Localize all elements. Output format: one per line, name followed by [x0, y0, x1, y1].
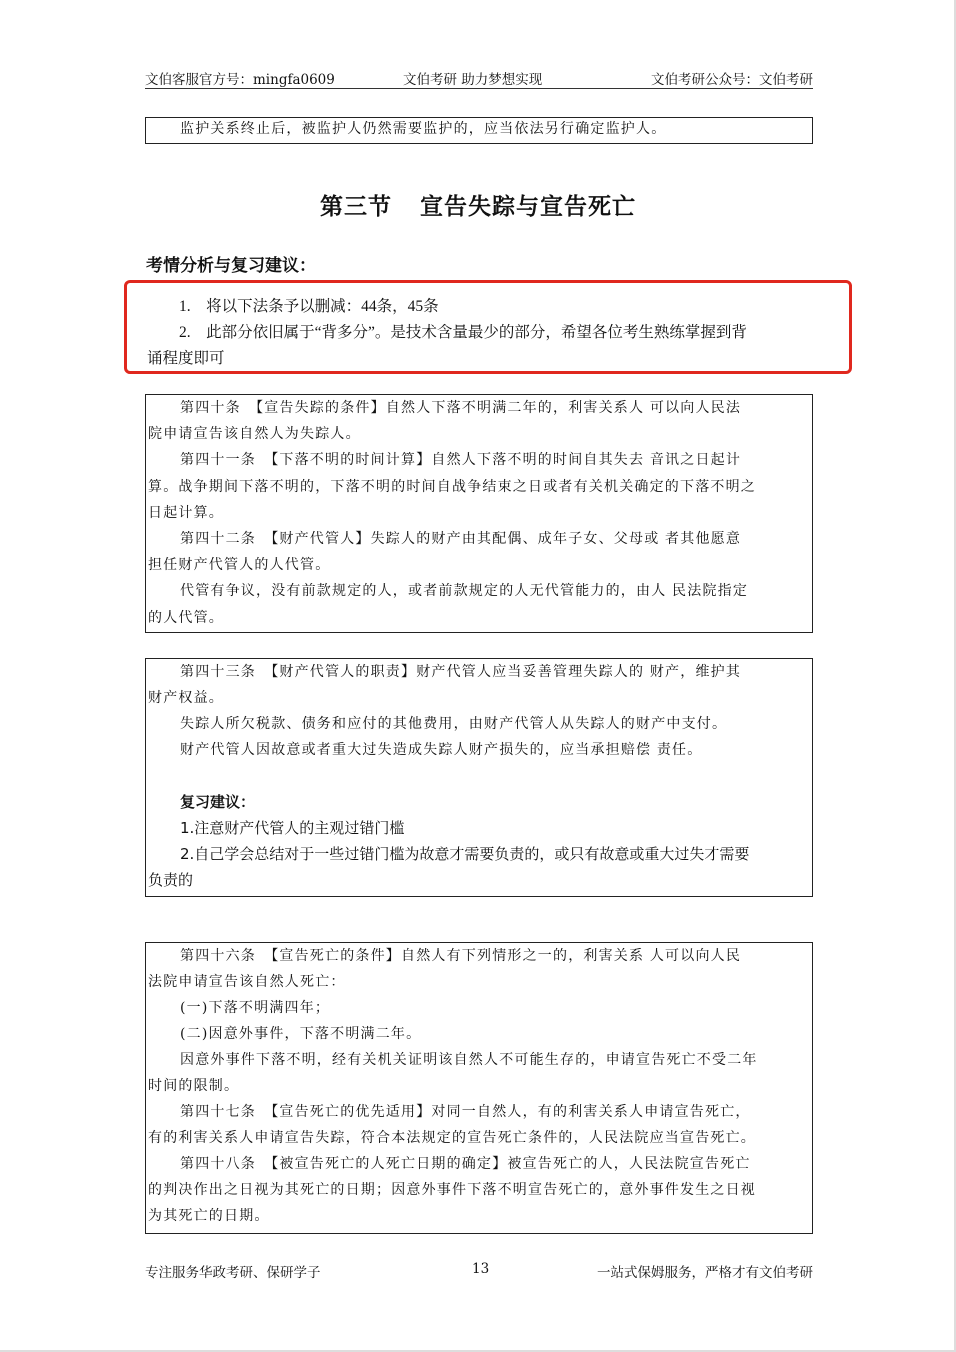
review-item-1: 1.注意财产代管人的主观过错门槛	[180, 819, 405, 837]
law-line: 第四十二条 【财产代管人】失踪人的财产由其配偶、成年子女、父母或 者其他愿意	[180, 531, 742, 548]
law-box-missing-person	[145, 394, 813, 633]
header-left: 文伯客服官方号：mingfa0609	[145, 72, 335, 88]
page-number: 13	[472, 1261, 490, 1277]
law-line: 日起计算。	[148, 504, 224, 521]
law-line: (一)下落不明满四年；	[180, 1000, 331, 1016]
law-line: 法院申请宣告该自然人死亡：	[148, 974, 346, 990]
law-line: 第四十六条 【宣告死亡的条件】自然人有下列情形之一的，利害关系 人可以向人民	[180, 948, 742, 964]
top-law-line: 监护关系终止后，被监护人仍然需要监护的，应当依法另行确定监护人。	[180, 121, 667, 137]
law-line: 第四十条 【宣告失踪的条件】自然人下落不明满二年的，利害关系人 可以向人民法	[180, 400, 742, 416]
law-line: 算。战争期间下落不明的，下落不明的时间自战争结束之日或者有关机关确定的下落不明之	[148, 478, 756, 495]
highlighted-advice-box	[124, 280, 852, 374]
review-item-2-continued: 负责的	[148, 871, 194, 889]
law-line: 院申请宣告该自然人为失踪人。	[148, 426, 361, 443]
footer-left: 专注服务华政考研、保研学子	[145, 1265, 321, 1281]
review-item-2: 2.自己学会总结对于一些过错门槛为故意才需要负责的，或只有故意或重大过失才需要	[180, 845, 750, 863]
law-line: 财产代管人因故意或者重大过失造成失踪人财产损失的，应当承担赔偿 责任。	[180, 742, 703, 758]
section-name: 宣告失踪与宣告死亡	[420, 194, 636, 220]
advice-item-2: 2. 此部分依旧属于“背多分”。是技术含量最少的部分，希望各位考生熟练掌握到背	[179, 324, 747, 341]
law-line: 的判决作出之日视为其死亡的日期；因意外事件下落不明宣告死亡的，意外事件发生之日视	[148, 1182, 756, 1198]
law-line: 担任财产代管人的人代管。	[148, 557, 331, 574]
page-header	[145, 64, 813, 89]
law-line: 第四十八条 【被宣告死亡的人死亡日期的确定】被宣告死亡的人，人民法院宣告死亡	[180, 1156, 751, 1172]
review-heading: 复习建议：	[180, 793, 256, 811]
advice-item-2-continued: 诵程度即可	[147, 350, 225, 367]
analysis-heading: 考情分析与复习建议：	[146, 256, 316, 276]
header-right: 文伯考研公众号：文伯考研	[651, 72, 813, 88]
law-line: 第四十一条 【下落不明的时间计算】自然人下落不明的时间自其失去 音讯之日起计	[180, 452, 742, 469]
section-number: 第三节	[320, 194, 392, 220]
law-line: 的人代管。	[148, 609, 224, 626]
law-box-custodian-duties	[145, 658, 813, 897]
advice-item-1: 1. 将以下法条予以删减：44条，45条	[179, 298, 439, 315]
law-line: 有的利害关系人申请宣告失踪，符合本法规定的宣告死亡条件的，人民法院应当宣告死亡。	[148, 1130, 756, 1146]
header-center: 文伯考研 助力梦想实现	[403, 72, 543, 88]
law-line: 第四十三条 【财产代管人的职责】财产代管人应当妥善管理失踪人的 财产，维护其	[180, 664, 742, 680]
law-line: (二)因意外事件，下落不明满二年。	[180, 1026, 422, 1042]
footer-right: 一站式保姆服务，严格才有文伯考研	[597, 1265, 813, 1281]
law-line: 失踪人所欠税款、债务和应付的其他费用，由财产代管人从失踪人的财产中支付。	[180, 716, 728, 732]
law-box-declaration-of-death	[145, 942, 813, 1234]
law-line: 财产权益。	[148, 690, 224, 706]
law-line: 第四十七条 【宣告死亡的优先适用】对同一自然人，有的利害关系人申请宣告死亡，	[180, 1104, 751, 1120]
top-law-box	[145, 117, 813, 144]
law-line: 代管有争议，没有前款规定的人，或者前款规定的人无代管能力的，由人 民法院指定	[180, 583, 749, 600]
section-title	[0, 188, 956, 221]
law-line: 因意外事件下落不明，经有关机关证明该自然人不可能生存的，申请宣告死亡不受二年	[180, 1052, 758, 1068]
law-line: 时间的限制。	[148, 1078, 240, 1094]
law-line: 为其死亡的日期。	[148, 1208, 270, 1224]
